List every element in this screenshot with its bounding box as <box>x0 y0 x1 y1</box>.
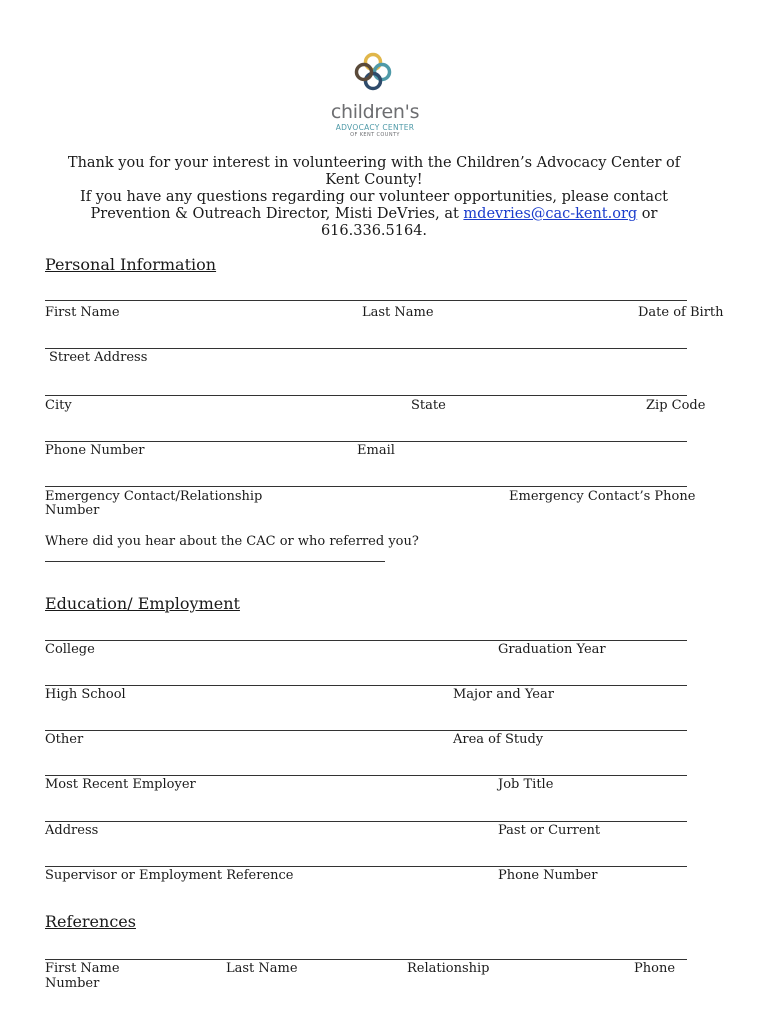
name-line[interactable] <box>45 300 687 301</box>
logo-line3: OF KENT COUNTY <box>350 132 400 138</box>
other-label: Other <box>45 732 84 747</box>
supervisor-line[interactable] <box>45 866 687 867</box>
intro-line-1: Thank you for your interest in volunteering with the Children’s Advocacy Center of Kent County! <box>67 155 681 188</box>
employer-line[interactable] <box>45 775 687 776</box>
ref-relationship-label: Relationship <box>407 961 490 976</box>
personal-info-heading: Personal Information <box>45 255 217 274</box>
other-line[interactable] <box>45 730 687 731</box>
supervisor-label: Supervisor or Employment Reference <box>45 868 294 883</box>
address-label: Address <box>45 823 99 838</box>
past-current-label: Past or Current <box>498 823 601 838</box>
email-link[interactable]: mdevries@cac-kent.org <box>463 206 638 222</box>
major-year-label: Major and Year <box>453 687 554 702</box>
ref-number-label: Number <box>45 976 100 991</box>
address-line[interactable] <box>45 821 687 822</box>
emergency-number-label: Number <box>45 503 100 518</box>
grad-year-label: Graduation Year <box>498 642 606 657</box>
phone-label: Phone Number <box>45 443 145 458</box>
logo-line2: ADVOCACY CENTER <box>335 123 415 132</box>
city-label: City <box>45 398 72 413</box>
emergency-line[interactable] <box>45 486 687 487</box>
email-label: Email <box>357 443 395 458</box>
college-line[interactable] <box>45 640 687 641</box>
reference-line[interactable] <box>45 959 687 960</box>
ref-phone-label: Phone <box>634 961 676 976</box>
logo-name: children's <box>330 101 420 123</box>
street-label: Street Address <box>49 350 148 365</box>
logo-mark-icon <box>349 50 397 94</box>
city-line[interactable] <box>45 395 687 396</box>
referral-question: Where did you hear about the CAC or who referred you? <box>45 534 419 549</box>
intro-contact-text: If you have any questions regarding our volunteer opportunities, please contact Prevention & Outreach Director, Misti DeVries, at <box>79 189 669 222</box>
last-name-label: Last Name <box>362 305 434 320</box>
first-name-label: First Name <box>45 305 120 320</box>
intro-line-2 <box>60 189 688 240</box>
ref-last-name-label: Last Name <box>226 961 298 976</box>
employment-phone-label: Phone Number <box>498 868 598 883</box>
high-school-label: High School <box>45 687 126 702</box>
area-study-label: Area of Study <box>453 732 544 747</box>
emergency-contact-label: Emergency Contact/Relationship <box>45 489 263 504</box>
ref-first-name-label: First Name <box>45 961 120 976</box>
zip-label: Zip Code <box>646 398 706 413</box>
intro-phone-text: or 616.336.5164. <box>320 206 658 239</box>
emergency-phone-label: Emergency Contact’s Phone <box>509 489 696 504</box>
education-heading: Education/ Employment <box>45 594 240 613</box>
intro-text <box>60 155 688 240</box>
high-school-line[interactable] <box>45 685 687 686</box>
street-line[interactable] <box>45 348 687 349</box>
employer-label: Most Recent Employer <box>45 777 196 792</box>
state-label: State <box>411 398 446 413</box>
job-title-label: Job Title <box>498 777 554 792</box>
college-label: College <box>45 642 95 657</box>
references-heading: References <box>45 912 136 931</box>
phone-email-line[interactable] <box>45 441 687 442</box>
dob-label: Date of Birth <box>638 305 724 320</box>
referral-line[interactable] <box>45 561 385 562</box>
